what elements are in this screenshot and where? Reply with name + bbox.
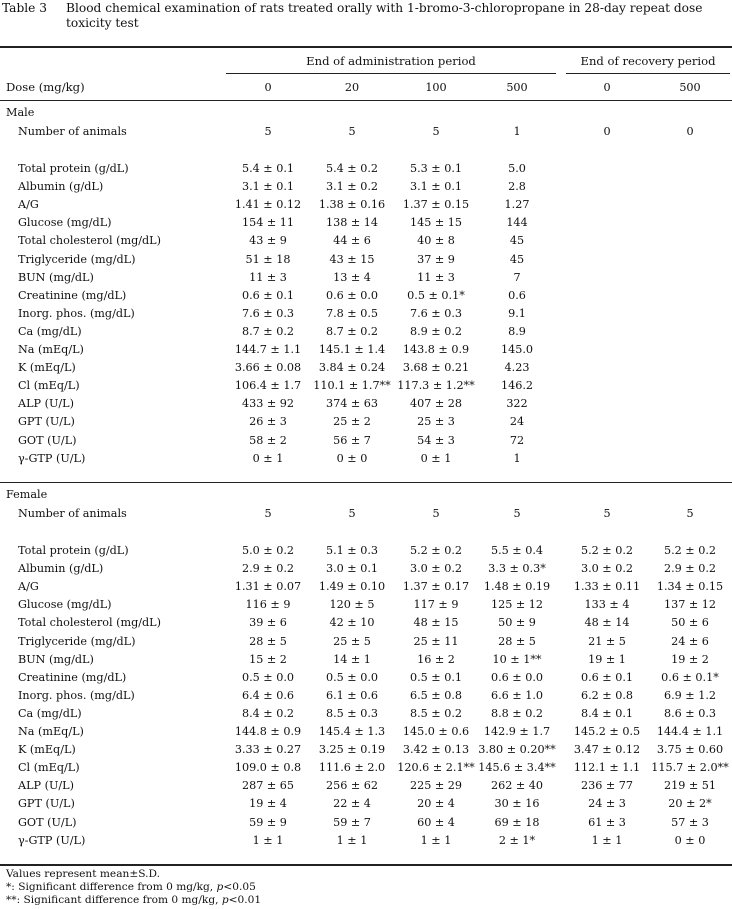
table-cell: 5: [686, 507, 694, 520]
table-cell: 1 ± 1: [336, 833, 368, 847]
parameter-label: Total cholesterol (mg/dL): [18, 234, 161, 248]
table-row: [0, 377, 732, 395]
table-cell: 5: [603, 507, 611, 520]
table-cell: 5.0: [508, 162, 526, 175]
table-cell: 256 ± 62: [325, 779, 379, 793]
table-cell: 154 ± 11: [241, 216, 295, 230]
table-caption: [2, 1, 730, 31]
table-cell: 146.2: [500, 379, 534, 393]
table-row: [0, 578, 732, 596]
table-cell: 433 ± 92: [241, 397, 295, 411]
table-cell: 60 ± 4: [417, 815, 455, 829]
table-row: [0, 214, 732, 232]
table-cell: 28 ± 5: [498, 634, 536, 648]
table-cell: 3.80 ± 0.20**: [478, 743, 556, 757]
table-cell: 1.33 ± 0.11: [573, 580, 641, 594]
table-cell: 0: [603, 125, 611, 138]
table-cell: 48 ± 14: [584, 616, 630, 630]
table-cell: 8.4 ± 0.1: [580, 706, 634, 720]
dose-column-header: 500: [506, 81, 528, 94]
table-cell: 2.9 ± 0.2: [663, 562, 717, 576]
table-cell: 1.27: [504, 198, 530, 212]
table-cell: 69 ± 18: [494, 815, 540, 829]
table-cell: 5.2 ± 0.2: [580, 544, 634, 557]
table-row: [0, 341, 732, 359]
table-cell: 11 ± 3: [417, 270, 455, 284]
table-cell: 59 ± 7: [333, 815, 371, 829]
table-row: [0, 305, 732, 323]
table-cell: 7.6 ± 0.3: [241, 306, 295, 320]
table-cell: 236 ± 77: [580, 779, 634, 793]
table-cell: 5.3 ± 0.1: [409, 162, 463, 175]
table-cell: 109.0 ± 0.8: [234, 761, 302, 775]
table-cell: 145.0 ± 0.6: [402, 725, 470, 738]
table-cell: 28 ± 5: [249, 634, 287, 648]
table-cell: 5: [513, 507, 521, 520]
table-cell: 2.8: [508, 180, 526, 194]
table-cell: 19 ± 1: [588, 652, 626, 666]
table-cell: 3.42 ± 0.13: [402, 743, 470, 757]
dose-column-header: 100: [425, 81, 447, 94]
table-row: [0, 287, 732, 305]
table-cell: 0.6 ± 0.0: [490, 670, 544, 684]
table-cell: 5: [264, 507, 272, 520]
table-row: [0, 832, 732, 850]
table-cell: 144.8 ± 0.9: [234, 725, 302, 738]
table-cell: 3.3 ± 0.3*: [488, 562, 546, 576]
table-cell: 3.66 ± 0.08: [234, 361, 302, 375]
parameter-label: Total cholesterol (mg/dL): [18, 616, 161, 630]
table-cell: 5.4 ± 0.1: [241, 162, 295, 175]
table-row: [0, 669, 732, 687]
table-cell: 6.9 ± 1.2: [663, 688, 717, 702]
table-cell: 5.5 ± 0.4: [490, 544, 544, 557]
table-cell: 322: [506, 397, 528, 411]
table-cell: 145.4 ± 1.3: [318, 725, 386, 738]
dose-column-header: 0: [603, 81, 611, 94]
table-cell: 4.23: [504, 361, 530, 375]
table-number: Table 3: [2, 1, 47, 15]
header-recovery-period: End of recovery period: [580, 54, 716, 68]
parameter-label: Total protein (g/dL): [18, 162, 129, 175]
table-row: [0, 323, 732, 341]
parameter-label: Creatinine (mg/dL): [18, 288, 127, 302]
table-row: [0, 432, 732, 450]
table-row: [0, 178, 732, 196]
table-cell: 59 ± 9: [249, 815, 287, 829]
table-cell: 11 ± 3: [249, 270, 287, 284]
table-row: [0, 705, 732, 723]
parameter-label: Glucose (mg/dL): [18, 598, 112, 612]
table-row: [0, 596, 732, 614]
number-of-animals-label: Number of animals: [18, 507, 127, 520]
table-cell: 50 ± 6: [671, 616, 709, 630]
number-of-animals-row: [0, 123, 732, 141]
table-cell: 0.6 ± 0.1: [580, 670, 634, 684]
table-cell: 111.6 ± 2.0: [318, 761, 386, 775]
table-cell: 1: [513, 451, 521, 465]
parameter-label: K (mEq/L): [18, 743, 76, 757]
table-cell: 19 ± 4: [249, 797, 287, 811]
table-cell: 0.5 ± 0.0: [325, 670, 379, 684]
table-cell: 8.5 ± 0.2: [409, 706, 463, 720]
table-cell: 1.48 ± 0.19: [483, 580, 551, 594]
male-title-row: [0, 104, 732, 122]
table-cell: 6.4 ± 0.6: [241, 688, 295, 702]
admin-group-rule: [226, 73, 556, 74]
parameter-label: GOT (U/L): [18, 433, 77, 447]
table-cell: 1: [513, 125, 521, 138]
parameter-label: A/G: [18, 198, 39, 212]
table-cell: 0.6 ± 0.0: [325, 288, 379, 302]
table-cell: 16 ± 2: [417, 652, 455, 666]
table-row: [0, 723, 732, 741]
parameter-label: GOT (U/L): [18, 815, 77, 829]
table-cell: 5.1 ± 0.3: [325, 544, 379, 557]
table-row: [0, 777, 732, 795]
table-cell: 45: [509, 234, 525, 248]
table-cell: 219 ± 51: [663, 779, 717, 793]
parameter-label: A/G: [18, 580, 39, 594]
table-cell: 20 ± 4: [417, 797, 455, 811]
table-cell: 0.5 ± 0.0: [241, 670, 295, 684]
footnote-p001: **: Significant difference from 0 mg/kg, p<0.01: [6, 894, 262, 906]
table-cell: 287 ± 65: [241, 779, 295, 793]
footnote-p005: *: Significant difference from 0 mg/kg, p<0.05: [6, 881, 256, 893]
table-cell: 6.1 ± 0.6: [325, 688, 379, 702]
parameter-label: Ca (mg/dL): [18, 324, 82, 338]
table-cell: 5: [432, 507, 440, 520]
table-row: [0, 359, 732, 377]
table-cell: 3.75 ± 0.60: [656, 743, 724, 757]
parameter-label: GPT (U/L): [18, 797, 75, 811]
table-cell: 5.2 ± 0.2: [663, 544, 717, 557]
table-cell: 0.6 ± 0.1*: [661, 670, 719, 684]
parameter-label: K (mEq/L): [18, 361, 76, 375]
table-cell: 7.6 ± 0.3: [409, 306, 463, 320]
table-cell: 125 ± 12: [490, 598, 544, 612]
table-cell: 21 ± 5: [588, 634, 626, 648]
table-cell: 116 ± 9: [245, 598, 291, 612]
table-cell: 137 ± 12: [663, 598, 717, 612]
parameter-label: Na (mEq/L): [18, 343, 84, 356]
table-row: [0, 160, 732, 178]
number-of-animals-row: [0, 505, 732, 523]
parameter-label: Ca (mg/dL): [18, 706, 82, 720]
table-cell: 262 ± 40: [490, 779, 544, 793]
table-cell: 26 ± 3: [249, 415, 287, 429]
parameter-label: Cl (mEq/L): [18, 761, 80, 775]
table-cell: 0.6: [508, 288, 526, 302]
table-cell: 145.6 ± 3.4**: [478, 761, 556, 775]
table-cell: 5: [348, 125, 356, 138]
table-cell: 8.4 ± 0.2: [241, 706, 295, 720]
table-cell: 3.1 ± 0.1: [241, 180, 295, 194]
table-cell: 106.4 ± 1.7: [234, 379, 302, 393]
table-cell: 8.8 ± 0.2: [490, 706, 544, 720]
table-cell: 7.8 ± 0.5: [325, 306, 379, 320]
table-cell: 25 ± 11: [413, 634, 459, 648]
table-cell: 138 ± 14: [325, 216, 379, 230]
table-cell: 1.34 ± 0.15: [656, 580, 724, 594]
table-cell: 3.0 ± 0.2: [409, 562, 463, 576]
male-section-title: Male: [6, 106, 35, 119]
parameter-label: Albumin (g/dL): [18, 180, 104, 194]
parameter-label: Albumin (g/dL): [18, 562, 104, 576]
table-cell: 61 ± 3: [588, 815, 626, 829]
table-cell: 1.38 ± 0.16: [318, 198, 386, 212]
table-cell: 5.0 ± 0.2: [241, 544, 295, 557]
parameter-label: Creatinine (mg/dL): [18, 670, 127, 684]
table-cell: 0 ± 0: [674, 833, 706, 847]
table-cell: 42 ± 10: [329, 616, 375, 630]
table-cell: 374 ± 63: [325, 397, 379, 411]
table-cell: 0: [686, 125, 694, 138]
table-cell: 0 ± 1: [420, 451, 452, 465]
parameter-label: Inorg. phos. (mg/dL): [18, 688, 135, 702]
table-cell: 120.6 ± 2.1**: [397, 761, 475, 775]
table-cell: 30 ± 16: [494, 797, 540, 811]
table-cell: 3.33 ± 0.27: [234, 743, 302, 757]
table-row: [0, 251, 732, 269]
table-cell: 115.7 ± 2.0**: [651, 761, 729, 775]
table-cell: 5.2 ± 0.2: [409, 544, 463, 557]
table-cell: 15 ± 2: [249, 652, 287, 666]
parameter-label: Triglyceride (mg/dL): [18, 634, 136, 648]
table-cell: 3.1 ± 0.1: [409, 180, 463, 194]
recovery-group-rule: [566, 73, 730, 74]
parameter-label: Cl (mEq/L): [18, 379, 80, 393]
table-cell: 5: [264, 125, 272, 138]
table-cell: 8.6 ± 0.3: [663, 706, 717, 720]
table-cell: 72: [509, 433, 525, 447]
table-cell: 10 ± 1**: [492, 652, 542, 666]
parameter-label: ALP (U/L): [18, 779, 74, 793]
table-cell: 1 ± 1: [252, 833, 284, 847]
table-cell: 48 ± 15: [413, 616, 459, 630]
table-cell: 51 ± 18: [245, 252, 291, 266]
table-row: [0, 633, 732, 651]
table-cell: 143.8 ± 0.9: [402, 343, 470, 356]
table-cell: 5: [348, 507, 356, 520]
table-cell: 133 ± 4: [584, 598, 630, 612]
table-cell: 39 ± 6: [249, 616, 287, 630]
section-divider-rule: [0, 482, 732, 483]
table-cell: 8.9 ± 0.2: [409, 324, 463, 338]
table-cell: 20 ± 2*: [668, 797, 712, 811]
table-cell: 225 ± 29: [409, 779, 463, 793]
table-row: [0, 395, 732, 413]
parameter-label: GPT (U/L): [18, 415, 75, 429]
table-row: [0, 651, 732, 669]
table-cell: 3.1 ± 0.2: [325, 180, 379, 194]
table-row: [0, 232, 732, 250]
table-cell: 19 ± 2: [671, 652, 709, 666]
number-of-animals-label: Number of animals: [18, 125, 127, 138]
parameter-label: Inorg. phos. (mg/dL): [18, 306, 135, 320]
table-cell: 144.4 ± 1.1: [656, 725, 724, 738]
table-cell: 1 ± 1: [591, 833, 623, 847]
table-cell: 58 ± 2: [249, 433, 287, 447]
table-cell: 0.5 ± 0.1*: [407, 288, 465, 302]
dose-column-header: 20: [344, 81, 360, 94]
table-cell: 1.31 ± 0.07: [234, 580, 302, 594]
table-cell: 50 ± 9: [498, 616, 536, 630]
table-cell: 22 ± 4: [333, 797, 371, 811]
parameter-label: Na (mEq/L): [18, 725, 84, 738]
table-cell: 37 ± 9: [417, 252, 455, 266]
table-cell: 2.9 ± 0.2: [241, 562, 295, 576]
table-cell: 3.68 ± 0.21: [402, 361, 470, 375]
table-cell: 1 ± 1: [420, 833, 452, 847]
table-row: [0, 560, 732, 578]
female-title-row: [0, 486, 732, 504]
table-cell: 117.3 ± 1.2**: [397, 379, 475, 393]
table-cell: 0 ± 1: [252, 451, 284, 465]
table-cell: 45: [509, 252, 525, 266]
table-cell: 1.37 ± 0.15: [402, 198, 470, 212]
top-rule: [0, 46, 732, 48]
table-cell: 8.9: [508, 324, 526, 338]
table-row: [0, 687, 732, 705]
bottom-rule: [0, 864, 732, 866]
table-cell: 6.2 ± 0.8: [580, 688, 634, 702]
table-cell: 3.0 ± 0.1: [325, 562, 379, 576]
table-cell: 407 ± 28: [409, 397, 463, 411]
table-cell: 24 ± 6: [671, 634, 709, 648]
table-cell: 8.7 ± 0.2: [241, 324, 295, 338]
table-cell: 40 ± 8: [417, 234, 455, 248]
dose-values-row: [0, 79, 732, 97]
table-cell: 6.6 ± 1.0: [490, 688, 544, 702]
table-cell: 144.7 ± 1.1: [234, 343, 302, 356]
table-row: [0, 759, 732, 777]
table-row: [0, 542, 732, 560]
table-cell: 6.5 ± 0.8: [409, 688, 463, 702]
table-cell: 145.2 ± 0.5: [573, 725, 641, 738]
parameter-label: Total protein (g/dL): [18, 544, 129, 557]
table-cell: 3.47 ± 0.12: [573, 743, 641, 757]
parameter-label: BUN (mg/dL): [18, 652, 94, 666]
table-cell: 57 ± 3: [671, 815, 709, 829]
dose-column-header: 500: [679, 81, 701, 94]
table-cell: 0.6 ± 0.1: [241, 288, 295, 302]
table-cell: 25 ± 5: [333, 634, 371, 648]
table-cell: 0.5 ± 0.1: [409, 670, 463, 684]
table-cell: 0 ± 0: [336, 451, 368, 465]
parameter-label: ALP (U/L): [18, 397, 74, 411]
table-row: [0, 450, 732, 468]
table-cell: 5.4 ± 0.2: [325, 162, 379, 175]
header-bottom-rule: [0, 100, 732, 101]
table-cell: 3.84 ± 0.24: [318, 361, 386, 375]
table-cell: 8.7 ± 0.2: [325, 324, 379, 338]
table-row: [0, 814, 732, 832]
table-cell: 112.1 ± 1.1: [573, 761, 641, 775]
table-cell: 14 ± 1: [333, 652, 371, 666]
table-cell: 25 ± 2: [333, 415, 371, 429]
table-cell: 1.49 ± 0.10: [318, 580, 386, 594]
table-row: [0, 269, 732, 287]
table-cell: 5: [432, 125, 440, 138]
table-cell: 145.0: [500, 343, 534, 356]
table-cell: 13 ± 4: [333, 270, 371, 284]
parameter-label: Glucose (mg/dL): [18, 216, 112, 230]
table-cell: 54 ± 3: [417, 433, 455, 447]
dose-label: Dose (mg/kg): [6, 80, 85, 94]
table-cell: 142.9 ± 1.7: [483, 725, 551, 738]
female-section-title: Female: [6, 488, 48, 501]
table-cell: 1.37 ± 0.17: [402, 580, 470, 594]
table-cell: 25 ± 3: [417, 415, 455, 429]
table-cell: 24: [509, 415, 525, 429]
table-cell: 144: [506, 216, 528, 230]
table-cell: 2 ± 1*: [498, 833, 536, 847]
table-title: Blood chemical examination of rats treated orally with 1-bromo-3-chloropropane in 28-day repeat dose toxicity test: [66, 1, 703, 30]
header-admin-period: End of administration period: [306, 54, 476, 68]
table-row: [0, 196, 732, 214]
table-cell: 43 ± 15: [329, 252, 375, 266]
table-row: [0, 741, 732, 759]
table-cell: 43 ± 9: [249, 234, 287, 248]
table-cell: 117 ± 9: [413, 598, 459, 612]
table-cell: 120 ± 5: [329, 598, 375, 612]
table-cell: 145 ± 15: [409, 216, 463, 230]
parameter-label: BUN (mg/dL): [18, 270, 94, 284]
table-cell: 3.25 ± 0.19: [318, 743, 386, 757]
table-cell: 56 ± 7: [333, 433, 371, 447]
table-cell: 7: [513, 270, 521, 284]
table-cell: 1.41 ± 0.12: [234, 198, 302, 212]
table-row: [0, 795, 732, 813]
footnote-mean-sd: Values represent mean±S.D.: [6, 868, 160, 880]
table-cell: 145.1 ± 1.4: [318, 343, 386, 356]
table-row: [0, 614, 732, 632]
table-cell: 9.1: [508, 306, 526, 320]
parameter-label: Triglyceride (mg/dL): [18, 252, 136, 266]
table-cell: 24 ± 3: [588, 797, 626, 811]
dose-column-header: 0: [264, 81, 272, 94]
table-cell: 3.0 ± 0.2: [580, 562, 634, 576]
table-cell: 110.1 ± 1.7**: [313, 379, 391, 393]
table-cell: 44 ± 6: [333, 234, 371, 248]
table-cell: 8.5 ± 0.3: [325, 706, 379, 720]
parameter-label: γ-GTP (U/L): [18, 833, 86, 847]
table-row: [0, 413, 732, 431]
parameter-label: γ-GTP (U/L): [18, 451, 86, 465]
